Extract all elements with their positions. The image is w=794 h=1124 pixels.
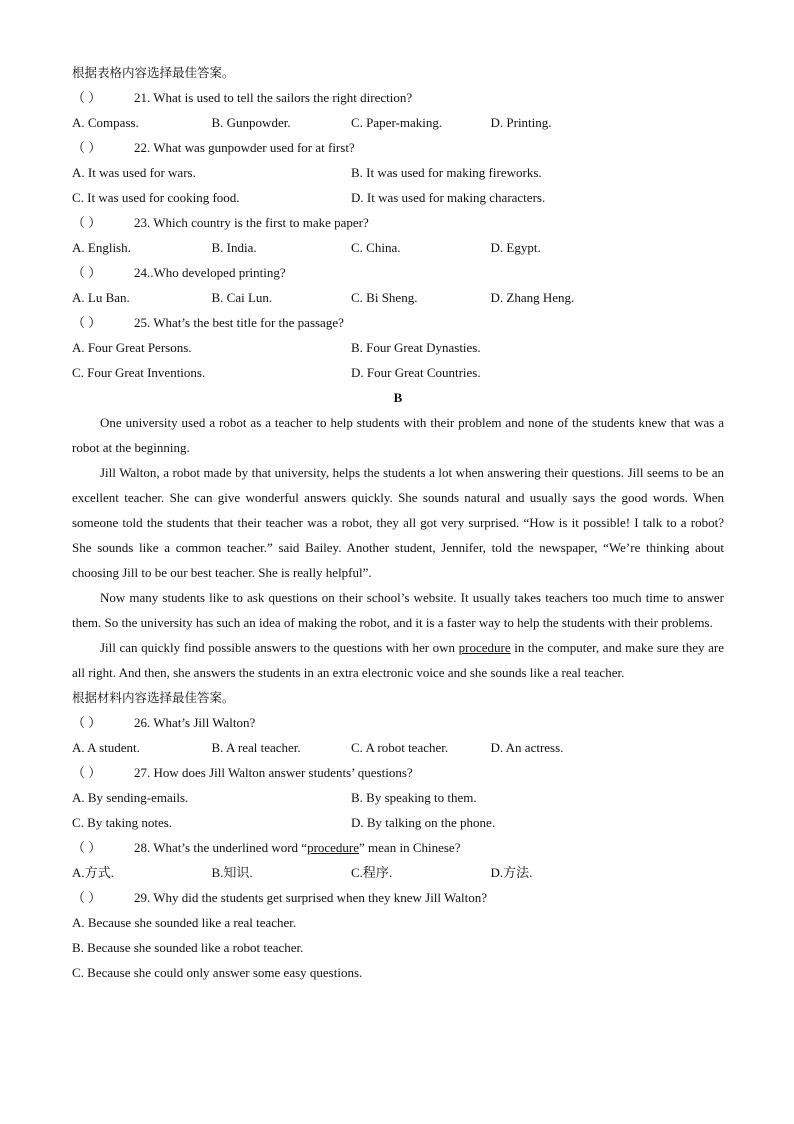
option-d[interactable]: D. Four Great Countries. — [351, 365, 481, 380]
option-b[interactable]: B.知识. — [211, 865, 253, 880]
option-a[interactable]: A. It was used for wars. — [72, 165, 196, 180]
question-24 — [72, 260, 724, 285]
answer-blank[interactable]: （ ） — [72, 140, 102, 155]
question-text: 26. What’s Jill Walton? — [134, 715, 256, 730]
options-22-row1 — [72, 160, 724, 185]
option-a[interactable]: A. Compass. — [72, 115, 139, 130]
worksheet-page — [72, 60, 724, 985]
question-22 — [72, 135, 724, 160]
question-text: 27. How does Jill Walton answer students’ questions? — [134, 765, 413, 780]
question-text: 23. Which country is the first to make paper? — [134, 215, 369, 230]
option-b[interactable]: B. A real teacher. — [211, 740, 301, 755]
paragraph-text: in the computer, and make sure they are all right. And then, she answers the students in an extra electronic voice and she sounds like a real teacher. — [72, 640, 724, 680]
answer-blank[interactable]: （ ） — [72, 765, 102, 780]
option-a[interactable]: A. Because she sounded like a real teacher. — [72, 915, 297, 930]
option-d[interactable]: D. Printing. — [490, 115, 552, 130]
question-text: 22. What was gunpowder used for at first? — [134, 140, 355, 155]
passage-paragraph-2: Jill Walton, a robot made by that university, helps the students a lot when answering their questions. Jill seems to be an excellent teacher. She can give wonderful answers quickly. She sounds natural and usually says the good words. When someone told the students that their teacher was a robot, they all got very surprised. “How is it possible! I talk to a robot? She sounds like a common teacher.” said Bailey. Another student, Jennifer, told the newspaper, “We’re thinking about choosing Jill to be our best teacher. She is really helpful”. — [72, 465, 724, 580]
option-b[interactable]: B. Gunpowder. — [211, 115, 291, 130]
option-c[interactable]: C. It was used for cooking food. — [72, 190, 240, 205]
section-b-heading: B — [393, 390, 403, 405]
option-a[interactable]: A. By sending-emails. — [72, 790, 189, 805]
options-28 — [72, 860, 724, 885]
passage-paragraph-3: Now many students like to ask questions on their school’s website. It usually takes teachers too much time to answer them. So the university has such an idea of making the robot, and it is a faster way to help the students with their problems. — [72, 590, 724, 630]
answer-blank[interactable]: （ ） — [72, 715, 102, 730]
question-text: 29. Why did the students get surprised when they knew Jill Walton? — [134, 890, 488, 905]
option-c[interactable]: C. Paper-making. — [351, 115, 443, 130]
option-d[interactable]: D.方法. — [490, 865, 533, 880]
option-c[interactable]: C. Bi Sheng. — [351, 290, 418, 305]
option-d[interactable]: D. By talking on the phone. — [351, 815, 496, 830]
options-22-row2 — [72, 185, 724, 210]
option-a[interactable]: A.方式. — [72, 865, 114, 880]
option-c[interactable]: C. By taking notes. — [72, 815, 173, 830]
question-text: 21. What is used to tell the sailors the right direction? — [134, 90, 413, 105]
question-text: 28. What’s the underlined word “ — [134, 840, 308, 855]
option-b[interactable]: B. Because she sounded like a robot teacher. — [72, 940, 304, 955]
answer-blank[interactable]: （ ） — [72, 90, 102, 105]
option-a[interactable]: A. Four Great Persons. — [72, 340, 192, 355]
underlined-word: procedure — [458, 640, 511, 655]
options-23 — [72, 235, 724, 260]
options-21 — [72, 110, 724, 135]
option-a[interactable]: A. Lu Ban. — [72, 290, 130, 305]
options-25-row2 — [72, 360, 724, 385]
question-25 — [72, 310, 724, 335]
underlined-word: procedure — [307, 840, 360, 855]
option-b[interactable]: B. Cai Lun. — [211, 290, 273, 305]
option-d[interactable]: D. It was used for making characters. — [351, 190, 546, 205]
option-a[interactable]: A. English. — [72, 240, 131, 255]
option-d[interactable]: D. An actress. — [490, 740, 564, 755]
option-c[interactable]: C.程序. — [351, 865, 393, 880]
option-b[interactable]: B. It was used for making fireworks. — [351, 165, 542, 180]
question-28 — [72, 835, 724, 860]
answer-blank[interactable]: （ ） — [72, 215, 102, 230]
answer-blank[interactable]: （ ） — [72, 890, 102, 905]
options-27-row2 — [72, 810, 724, 835]
question-text: 25. What’s the best title for the passage? — [134, 315, 344, 330]
options-27-row1 — [72, 785, 724, 810]
question-21 — [72, 85, 724, 110]
answer-blank[interactable]: （ ） — [72, 315, 102, 330]
options-25-row1 — [72, 335, 724, 360]
question-29 — [72, 885, 724, 910]
question-text-end: ” mean in Chinese? — [359, 840, 461, 855]
option-b[interactable]: B. By speaking to them. — [351, 790, 477, 805]
option-c[interactable]: C. China. — [351, 240, 401, 255]
option-a[interactable]: A. A student. — [72, 740, 140, 755]
option-c[interactable]: C. A robot teacher. — [351, 740, 449, 755]
question-23 — [72, 210, 724, 235]
question-26 — [72, 710, 724, 735]
options-24 — [72, 285, 724, 310]
option-c[interactable]: C. Because she could only answer some easy questions. — [72, 965, 363, 980]
option-b[interactable]: B. India. — [211, 240, 257, 255]
paragraph-text: Jill can quickly find possible answers to the questions with her own — [100, 640, 459, 655]
question-text: 24..Who developed printing? — [134, 265, 286, 280]
question-27 — [72, 760, 724, 785]
option-b[interactable]: B. Four Great Dynasties. — [351, 340, 481, 355]
option-d[interactable]: D. Egypt. — [490, 240, 541, 255]
instruction-b: 根据材料内容选择最佳答案。 — [72, 690, 235, 705]
answer-blank[interactable]: （ ） — [72, 265, 102, 280]
passage-paragraph-1: One university used a robot as a teacher to help students with their problem and none of the students knew that was a robot at the beginning. — [72, 415, 724, 455]
options-26 — [72, 735, 724, 760]
instruction-a: 根据表格内容选择最佳答案。 — [72, 65, 235, 80]
passage-paragraph-4 — [72, 635, 724, 685]
answer-blank[interactable]: （ ） — [72, 840, 102, 855]
option-d[interactable]: D. Zhang Heng. — [490, 290, 575, 305]
option-c[interactable]: C. Four Great Inventions. — [72, 365, 206, 380]
